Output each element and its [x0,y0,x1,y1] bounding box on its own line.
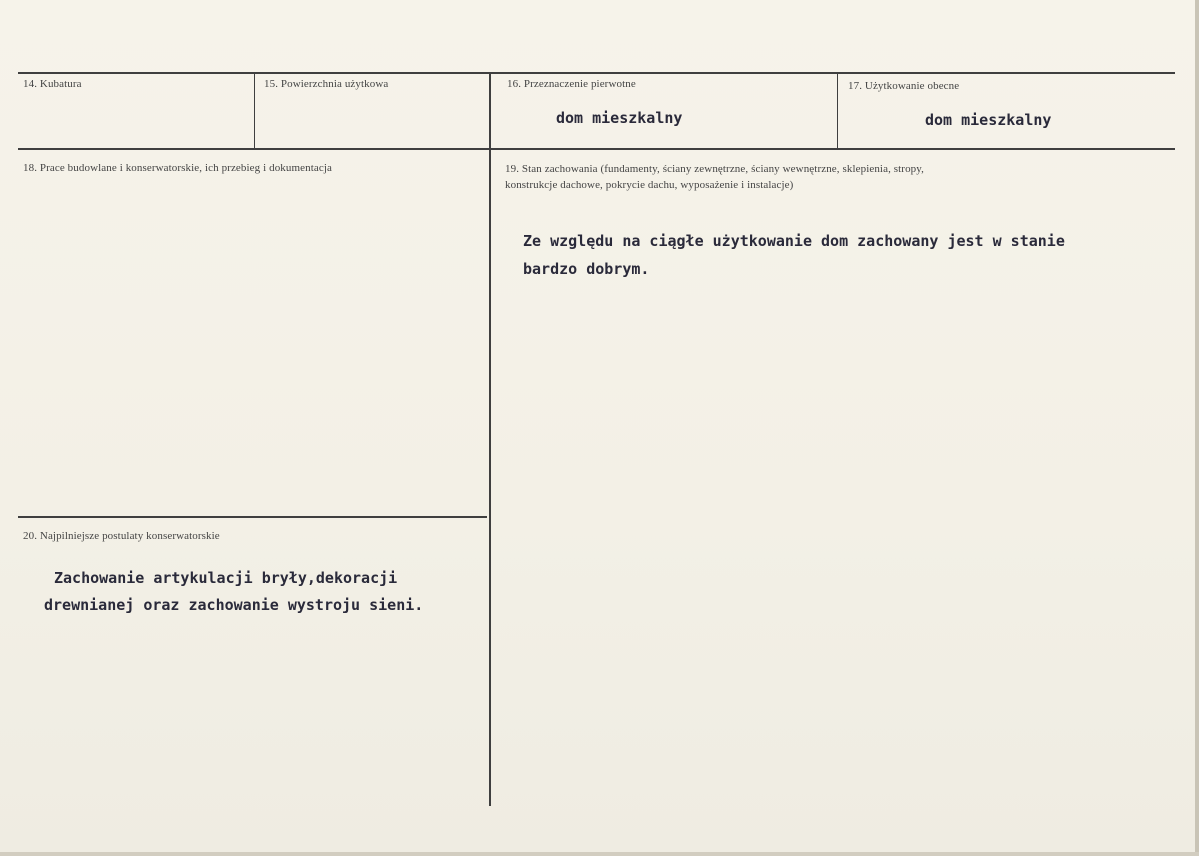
field-20-value-line2: drewnianej oraz zachowanie wystroju sieni. [44,596,424,614]
field20-top-rule [18,516,487,518]
field-20-value-line1: Zachowanie artykulacji bryły,dekoracji [54,569,398,587]
divider-14-15 [254,73,255,149]
field-15-label: 15. Powierzchnia użytkowa [264,78,389,90]
paper-edge-right [1195,0,1199,856]
field-16-value: dom mieszkalny [556,109,683,127]
field-19-label-line1: 19. Stan zachowania (fundamenty, ściany zewnętrzne, ściany wewnętrzne, sklepienia, stropy, [505,163,925,175]
field-17-label: 17. Użytkowanie obecne [848,80,960,92]
field-17-value: dom mieszkalny [925,111,1052,129]
field-14-label: 14. Kubatura [23,78,82,90]
top-rule [18,72,1175,74]
field-19-value-line2: bardzo dobrym. [523,260,650,278]
divider-16-17 [837,73,838,149]
paper-edge-bottom [0,852,1199,856]
field-16-label: 16. Przeznaczenie pierwotne [507,78,636,90]
field-20-label: 20. Najpilniejsze postulaty konserwatorskie [23,530,220,542]
field-19-value-line1: Ze względu na ciągłe użytkowanie dom zachowany jest w stanie [523,232,1065,250]
row1-bottom-rule [18,148,1175,150]
divider-15-16 [489,73,491,806]
field-19-label-line2: konstrukcje dachowe, pokrycie dachu, wyposażenie i instalacje) [505,179,794,191]
field-18-label: 18. Prace budowlane i konserwatorskie, ich przebieg i dokumentacja [23,162,332,174]
